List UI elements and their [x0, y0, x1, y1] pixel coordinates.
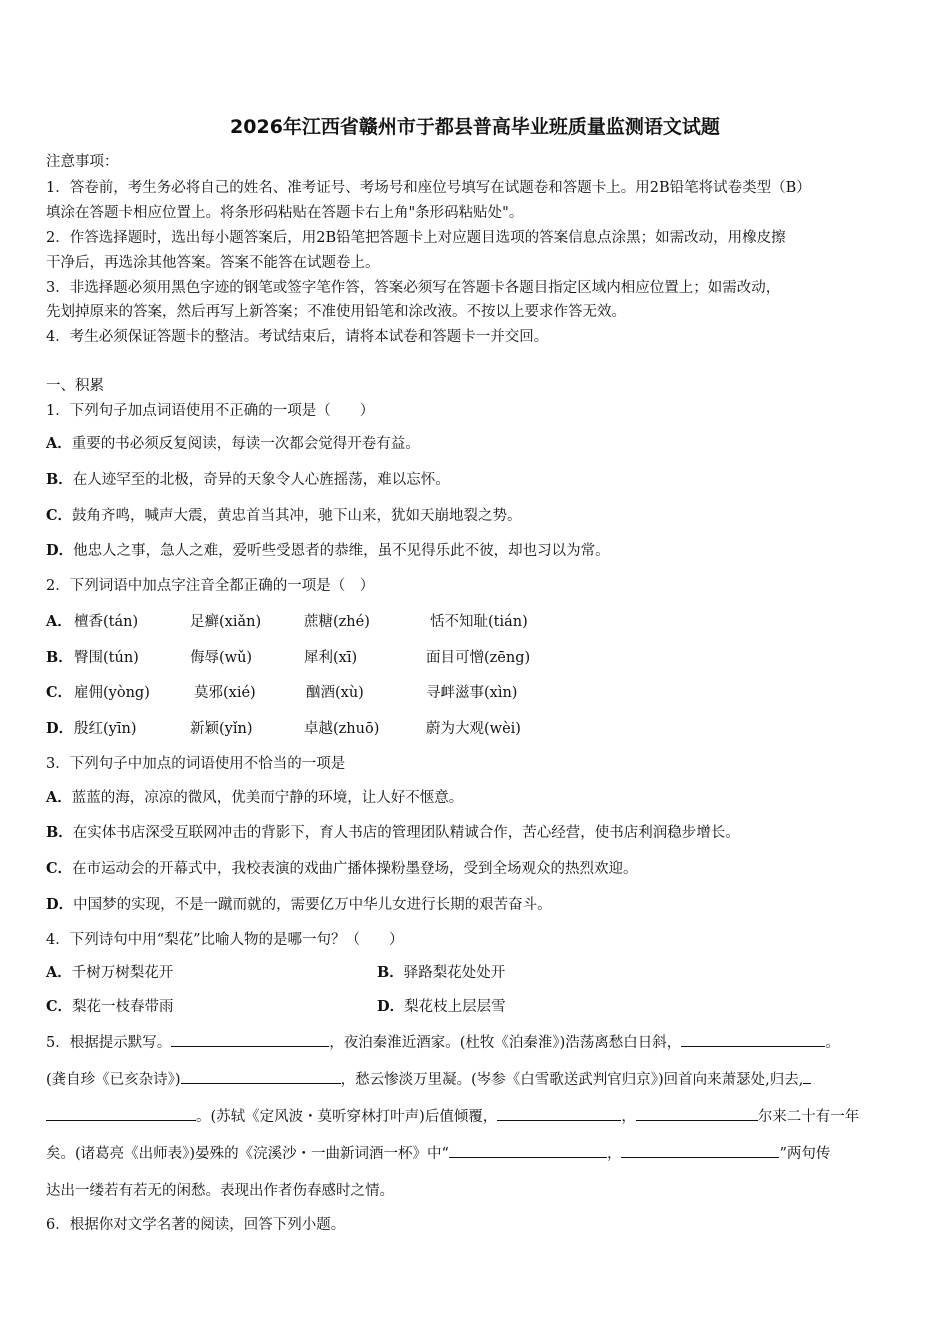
- question-5-line-5: 达出一缕若有若无的闲愁。表现出作者伤春感时之情。: [46, 1183, 394, 1199]
- q5-text: ，: [606, 1146, 622, 1162]
- pinyin-item: 恬不知耻(tián): [430, 614, 528, 630]
- pinyin-item: 卓越(zhuō): [304, 721, 380, 737]
- answer-blank[interactable]: [171, 1032, 329, 1047]
- answer-blank[interactable]: [497, 1106, 621, 1121]
- q3-option-b[interactable]: [46, 823, 916, 843]
- pinyin-item: 新颖(yǐn): [190, 721, 253, 737]
- q3-option-c[interactable]: [46, 859, 916, 879]
- option-text: 梨花枝上层层雪: [404, 999, 506, 1015]
- option-label: C．: [46, 998, 73, 1015]
- note-line: 3．非选择题必须用黑色字迹的钢笔或签字笔作答，答案必须写在答题卡各题目指定区域内相应位置上；如需改动，: [46, 280, 781, 296]
- q5-text: 尔来二十有一年: [757, 1109, 860, 1125]
- q5-text: (龚自珍《已亥杂诗》): [46, 1072, 181, 1088]
- pinyin-item: 雇佣(yòng): [74, 685, 150, 701]
- pinyin-item: 檀香(tán): [74, 614, 139, 630]
- q3-option-a[interactable]: [46, 788, 916, 808]
- question-4-stem: 4．下列诗句中用“梨花”比喻人物的是哪一句？（ ）: [46, 932, 404, 948]
- q1-option-b[interactable]: [46, 470, 916, 490]
- q4-option-d[interactable]: [377, 997, 506, 1017]
- q5-text: ，愁云惨淡万里凝。(岑参《白雪歌送武判官归京》)回首向来萧瑟处,归去,: [340, 1072, 804, 1088]
- question-5-line-3: [46, 1106, 916, 1127]
- note-line: 1．答卷前，考生务必将自己的姓名、准考证号、考场号和座位号填写在试题卷和答题卡上。用2B铅笔将试卷类型（B）: [46, 180, 811, 196]
- q2-option-a[interactable]: [46, 612, 916, 632]
- option-label: B．: [46, 649, 73, 666]
- pinyin-item: 蔗糖(zhé): [304, 614, 370, 630]
- q1-option-c[interactable]: [46, 506, 916, 526]
- option-text: 蓝蓝的海，凉凉的微风，优美而宁静的环境，让人好不惬意。: [71, 790, 464, 806]
- answer-blank[interactable]: [181, 1069, 341, 1084]
- option-text: 他忠人之事，急人之难，爱听些受恩者的恭维，虽不见得乐此不彼，却也习以为常。: [73, 543, 610, 559]
- q5-text: ，: [621, 1109, 636, 1125]
- option-label: C．: [46, 507, 73, 524]
- question-5-line-4: [46, 1143, 916, 1164]
- question-1-stem: 1．下列句子加点词语使用不正确的一项是（ ）: [46, 403, 375, 419]
- option-label: A．: [46, 613, 72, 630]
- pinyin-item: 寻衅滋事(xìn): [426, 685, 518, 701]
- pinyin-item: 酗酒(xù): [306, 685, 364, 701]
- q3-option-d[interactable]: [46, 895, 916, 915]
- answer-blank[interactable]: [46, 1106, 196, 1121]
- option-label: D．: [46, 542, 74, 559]
- option-label: B．: [46, 471, 73, 488]
- pinyin-item: 殷红(yīn): [74, 721, 137, 737]
- q5-text: 矣。(诸葛亮《出师表》)晏殊的《浣溪沙・一曲新词酒一杯》中“: [46, 1146, 449, 1162]
- option-text: 千树万树梨花开: [71, 965, 174, 981]
- pinyin-item: 犀利(xī): [304, 650, 358, 666]
- option-label: C．: [46, 860, 73, 877]
- q5-text: ”两句传: [779, 1146, 831, 1162]
- question-6-stem: 6．根据你对文学名著的阅读，回答下列小题。: [46, 1217, 346, 1233]
- option-label: B．: [377, 964, 404, 981]
- q5-text: 。(苏轼《定风波・莫听穿林打叶声)后值倾覆，: [196, 1109, 498, 1125]
- q1-option-d[interactable]: [46, 541, 916, 561]
- q4-option-c[interactable]: [46, 997, 174, 1017]
- answer-blank[interactable]: [449, 1143, 607, 1158]
- option-text: 鼓角齐鸣，喊声大震，黄忠首当其冲，驰下山来，犹如天崩地裂之势。: [72, 508, 522, 524]
- pinyin-item: 莫邪(xié): [194, 685, 256, 701]
- pinyin-item: 侮辱(wǔ): [190, 650, 253, 666]
- option-text: 重要的书必须反复阅读，每读一次都会觉得开卷有益。: [71, 436, 420, 452]
- note-line: 2．作答选择题时，选出每小题答案后，用2B铅笔把答题卡上对应题目选项的答案信息点涂黑；如需改动，用橡皮擦: [46, 230, 786, 246]
- option-label: D．: [377, 998, 405, 1015]
- answer-blank[interactable]: [681, 1032, 825, 1047]
- notes-header: 注意事项：: [46, 154, 119, 170]
- answer-blank[interactable]: [636, 1106, 758, 1121]
- pinyin-item: 臀围(tún): [74, 650, 139, 666]
- option-label: A．: [46, 789, 72, 806]
- pinyin-item: 面目可憎(zēng): [426, 650, 531, 666]
- q4-option-b[interactable]: [377, 963, 505, 983]
- q2-option-b[interactable]: [46, 648, 916, 668]
- option-label: A．: [46, 964, 72, 981]
- option-text: 在市运动会的开幕式中，我校表演的戏曲广播体操粉墨登场，受到全场观众的热烈欢迎。: [72, 861, 638, 877]
- q2-option-c[interactable]: [46, 683, 916, 703]
- q1-option-a[interactable]: [46, 434, 916, 454]
- option-text: 驿路梨花处处开: [403, 965, 506, 981]
- pinyin-item: 足癣(xiǎn): [190, 614, 262, 630]
- pinyin-item: 蔚为大观(wèi): [426, 721, 521, 737]
- question-5-line-1: [46, 1032, 916, 1053]
- note-line: 填涂在答题卡相应位置上。将条形码粘贴在答题卡右上角"条形码粘贴处"。: [46, 205, 524, 221]
- note-line: 干净后，再选涂其他答案。答案不能答在试题卷上。: [46, 255, 380, 271]
- note-line: 先划掉原来的答案，然后再写上新答案；不准使用铅笔和涂改液。不按以上要求作答无效。: [46, 304, 626, 320]
- option-text: 梨花一枝春带雨: [72, 999, 174, 1015]
- note-line: 4．考生必须保证答题卡的整洁。考试结束后，请将本试卷和答题卡一并交回。: [46, 329, 549, 345]
- q5-text: 5．根据提示默写。: [46, 1035, 172, 1051]
- page-title: 2026年江西省赣州市于都县普高毕业班质量监测语文试题: [230, 116, 720, 138]
- answer-blank[interactable]: [621, 1143, 779, 1158]
- option-label: B．: [46, 824, 73, 841]
- question-3-stem: 3．下列句子中加点的词语使用不恰当的一项是: [46, 756, 346, 772]
- question-2-stem: 2．下列词语中加点字注音全都正确的一项是（ ）: [46, 578, 375, 594]
- option-label: D．: [46, 720, 74, 737]
- option-label: A．: [46, 435, 72, 452]
- q5-text: ，夜泊秦淮近酒家。(杜牧《泊秦淮》)浩荡离愁白日斜，: [329, 1035, 682, 1051]
- section-heading: 一、积累: [46, 378, 104, 394]
- option-text: 中国梦的实现，不是一蹴而就的，需要亿万中华儿女进行长期的艰苦奋斗。: [73, 897, 552, 913]
- option-text: 在人迹罕至的北极，奇异的天象令人心旌摇荡，难以忘怀。: [72, 472, 450, 488]
- q4-option-a[interactable]: [46, 963, 173, 983]
- question-5-line-2: [46, 1069, 916, 1090]
- q5-text: 。: [825, 1035, 840, 1051]
- option-text: 在实体书店深受互联网冲击的背影下，育人书店的管理团队精诚合作，苦心经营，使书店利润稳步增长。: [72, 825, 740, 841]
- option-label: D．: [46, 896, 74, 913]
- option-label: C．: [46, 684, 73, 701]
- q2-option-d[interactable]: [46, 719, 916, 739]
- answer-blank[interactable]: [803, 1069, 811, 1084]
